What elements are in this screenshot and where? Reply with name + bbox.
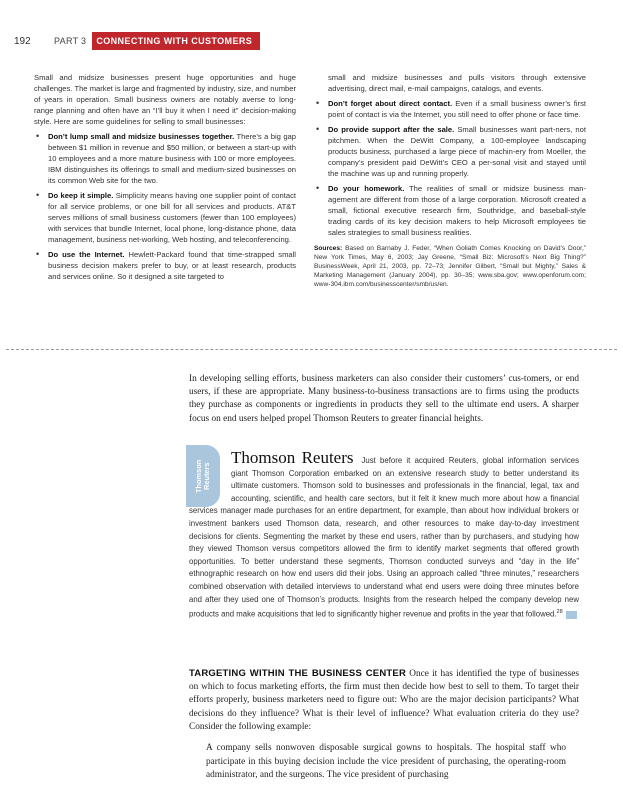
case-end-marker	[566, 611, 577, 619]
page-number: 192	[14, 35, 31, 47]
bullet-text: There’s a big gap between $1 million in revenue and $50 million, or between a start-up with 10 employees and a more mature business with 100 or more employees. IBM distinguishes its offerings to small and medium-sized businesses on its common Web site for the two.	[48, 132, 296, 185]
sidebar-left-column	[34, 72, 296, 286]
bullet-text: Even if a small business owner’s first point of contact is via the Internet, you still need to offer phone or face time.	[328, 99, 586, 119]
case-footnote: 28	[556, 609, 563, 616]
sidebar-right-column	[314, 72, 586, 293]
sidebar-continuation: small and midsize businesses and pulls visitors through extensive advertising, direct mail, e-mail campaigns, catalogs, and events.	[328, 73, 586, 93]
sidebar-bullet	[34, 131, 296, 186]
bullet-text: The realities of small or midsize business man-agement are different from those of a large corporation. Microsoft created a small, fictional executive research firm, Southridge, and baseball-style trading cards of its key decision makers to help Microsoft employees tie sales strategies to small business realities.	[328, 184, 586, 237]
section-heading: TARGETING WITHIN THE BUSINESS CENTER	[189, 668, 407, 679]
part-label: PART 3	[54, 36, 87, 46]
part-title: CONNECTING WITH CUSTOMERS	[92, 32, 260, 50]
section-divider	[6, 349, 617, 350]
case-tab-label: Thomson Reuters	[194, 459, 211, 493]
bullet-lead: Don’t lump small and midsize businesses together.	[48, 132, 235, 141]
bullet-text: Hewlett-Packard found that time-strapped small business decision makers prefer to buy, or at least research, products and services online. So it designed a site targeted to	[48, 250, 296, 281]
sidebar-sources	[314, 244, 586, 289]
bullet-lead: Don’t forget about direct contact.	[328, 99, 453, 108]
sources-label: Sources:	[314, 245, 343, 252]
example-text: A company sells nonwoven disposable surgical gowns to hospitals. The hospital staff who participate in this buying decision include the vice president of purchasing, the operating-room administrator, and the surgeons. The vice president of purchasing	[206, 743, 566, 780]
page-header	[14, 34, 260, 48]
case-title: Thomson Reuters	[231, 448, 354, 467]
sources-text: Based on Barnaby J. Feder, “When Goliath Comes Knocking on David’s Door,” New York Times, May 6, 2003; Jay Greene, “Small Biz: Microsoft’s Next Big Thing?” BusinessWeek, April 21, 2003, pp. 72–73; Jennifer Gilbert, “Small but Mighty,” Sales & Marketing Management (January 2004), pp. 30–35; www.sba.gov; www.openforum.com; www-304.ibm.com/businesscenter/smb/us/en.	[314, 245, 586, 288]
sidebar-bullet	[34, 249, 296, 282]
body-paragraph: In developing selling efforts, business marketers can also consider their customers’ cus-tomers, or end users, if these are appropriate. Many business-to-business transactions are to firms using the products they purchase as components or ingredients in products they sell to the ultimate end users. A sharper focus on end users helped propel Thomson Reuters to greater financial heights.	[189, 374, 579, 424]
bullet-lead: Do keep it simple.	[48, 191, 114, 200]
bullet-lead: Do provide support after the sale.	[328, 125, 455, 134]
section-text: Once it has identified the type of businesses on which to focus marketing efforts, the firm must then decide how best to sell to them. To target their efforts properly, business marketers need to figure out: Who are the major decision participants? What decisions do they influence? What is their level of influence? What evaluation criteria do they use? Consider the following example:	[189, 669, 579, 732]
bullet-text: Simplicity means having one supplier point of contact for all service problems, or one bill for all services and products. AT&T serves millions of small business customers (fewer than 100 employees) with services that bundle Internet, local phone, long-distance phone, data management, business net-working, Web hosting, and teleconferencing.	[48, 191, 296, 244]
bullet-lead: Do your homework.	[328, 184, 405, 193]
bullet-lead: Do use the Internet.	[48, 250, 125, 259]
targeting-section	[189, 667, 579, 734]
sidebar-bullet	[314, 98, 586, 120]
case-body: Just before it acquired Reuters, global information services giant Thomson Corporation embarked on an extensive research study to better understand its ultimate customers. Thomson sold to businesses and professionals in the financial, legal, tax and accounting, scientific, and health care sectors, but it felt it knew much more about how a financial services manager made purchases for an entire department, for example, than about how individual brokers or investment bankers used Thomson data, research, and other resources to make day-to-day investment decisions for clients. Segmenting the market by these end users, rather than by purchasers, and studying how they viewed Thomson versus competitors allowed the firm to identify market segments that offered growth opportunities. To better understand these segments, Thomson conducted surveys and “day in the life” ethnographic research on how end users did their jobs. Using an approach called “three minutes,” researchers combined observation with detailed interviews to understand what end users were doing three minutes before and after they used one of Thomson’s products. Insights from the research helped the company develop new products and make acquisitions that led to significantly higher revenue and profits in the year that followed.	[189, 456, 579, 619]
main-paragraph	[189, 373, 579, 426]
example-extract	[206, 733, 566, 791]
sidebar-bullet	[34, 190, 296, 245]
case-tab-spacer	[189, 452, 231, 498]
sidebar-intro: Small and midsize businesses present huge opportunities and huge challenges. The market is large and fragmented by industry, size, and number of years in operation. Small business owners are notably averse to long-range planning and often have an “I’ll buy it when I need it” decision-making style. Here are some guidelines for selling to small businesses:	[34, 73, 296, 126]
sidebar-bullet	[314, 183, 586, 238]
case-study	[189, 448, 579, 621]
sidebar-bullet	[314, 124, 586, 179]
bullet-text: Small businesses want part-ners, not pitchmen. When the DeWitt Company, a 100-employee landscaping products business, purchased a large piece of machin-ery from Moeller, the company’s president paid DeWitt’s CEO a per-sonal visit and stayed until the machine was up and running properly.	[328, 125, 586, 178]
